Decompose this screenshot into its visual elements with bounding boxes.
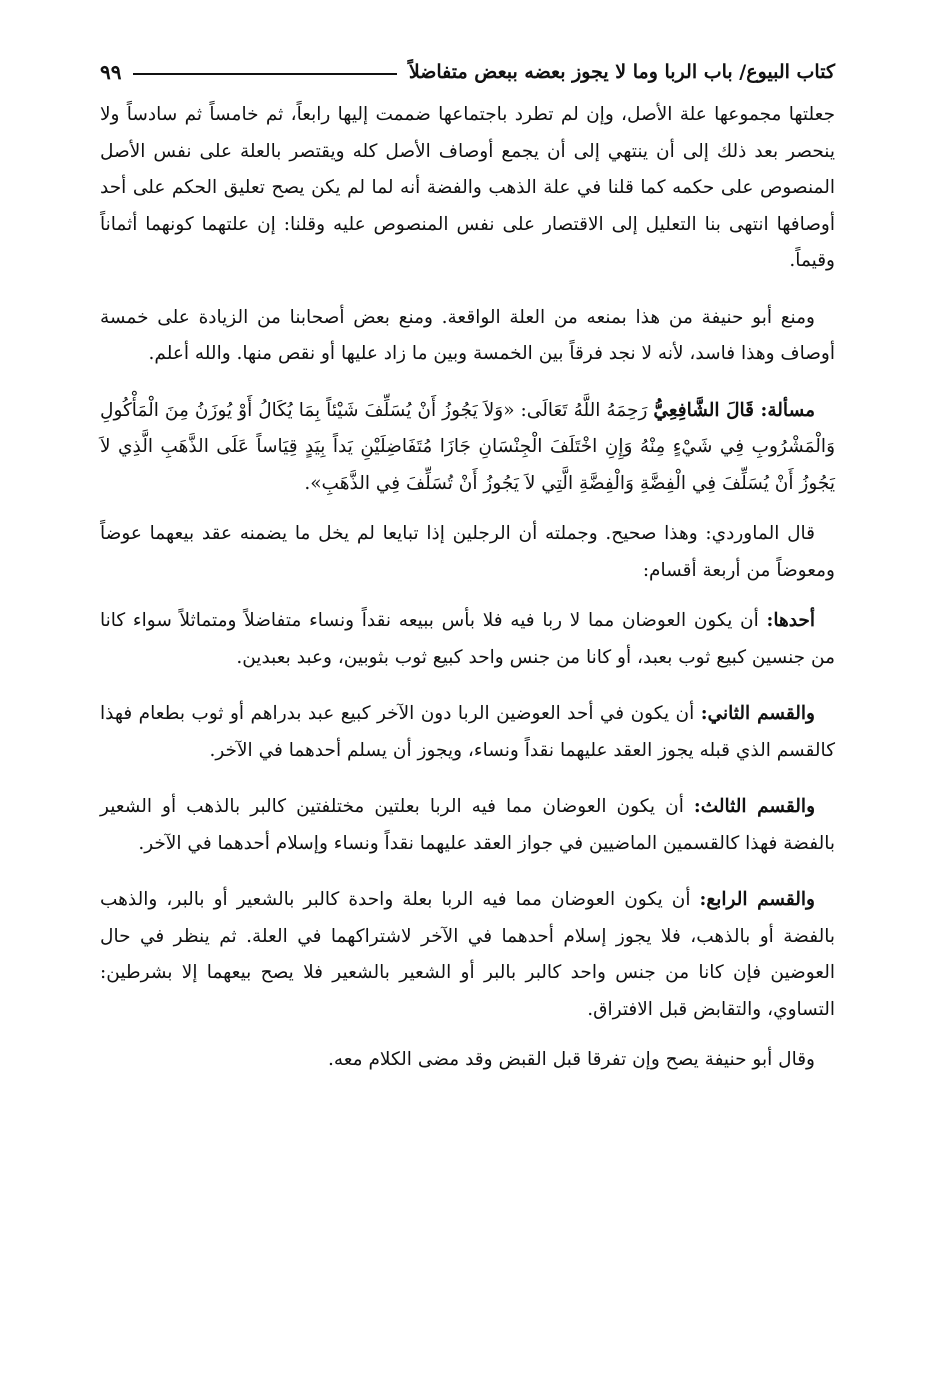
paragraph-section-4: [100, 882, 835, 1028]
paragraph-text: وقال أبو حنيفة يصح وإن تفرقا قبل القبض وقد مضى الكلام معه.: [327, 1049, 815, 1070]
paragraph-lead: والقسم الرابع:: [699, 889, 815, 910]
paragraph-text: أن يكون في أحد العوضين الربا دون الآخر كبيع عبد بدراهم أو ثوب بطعام فهذا كالقسم الذي قبله يجوز العقد عليهما نقداً ونساء، ويجوز أن يسلم أحدهما في الآخر.: [100, 703, 835, 761]
paragraph-text: قال الماوردي: وهذا صحيح. وجملته أن الرجلين إذا تبايعا لم يخل ما يضمنه عقد بيعهما عوضاً ومعوضاً من أربعة أقسام:: [100, 523, 835, 581]
paragraph-text: أن يكون العوضان مما فيه الربا بعلتين مختلفتين كالبر بالذهب أو الشعير بالفضة فهذا كالقسمين الماضيين في جواز العقد عليهما نقداً ونساء وإسلام أحدهما في الآخر.: [100, 796, 835, 854]
header-rule: [133, 73, 396, 75]
paragraph-section-1: [100, 603, 835, 676]
paragraph: [100, 97, 835, 280]
paragraph-lead: أحدها:: [766, 610, 815, 631]
paragraph-section-3: [100, 789, 835, 862]
paragraph-section-2: [100, 696, 835, 769]
running-header: [100, 55, 835, 89]
paragraph-masala: [100, 393, 835, 503]
paragraph: [100, 300, 835, 373]
running-title: كتاب البيوع/ باب الربا وما لا يجوز بعضه ببعض متفاضلاً: [408, 61, 835, 83]
paragraph: [100, 516, 835, 589]
body-text: [100, 97, 835, 1079]
paragraph-text: ومنع أبو حنيفة من هذا بمنعه من العلة الواقعة. ومنع بعض أصحابنا من الزيادة على خمسة أوصاف وهذا فاسد، لأنه لا نجد فرقاً بين الخمسة وبين ما زاد عليها أو نقص منها. والله أعلم.: [100, 306, 835, 364]
paragraph-lead: والقسم الثالث:: [693, 796, 816, 817]
book-page: [100, 55, 835, 1099]
page-number: ٩٩: [100, 60, 122, 84]
paragraph-text: أن يكون العوضان مما فيه الربا بعلة واحدة كالبر بالشعير أو بالبر، والذهب بالفضة أو بالذهب، فلا يجوز إسلام أحدهما في الآخر لاشتراكهما في العلة. ثم ينظر في حال العوضين فإن كانا من جنس واحد كالبر بالبر أو الشعير بالشعير فلا يصح بيعهما إلا بشرطين: التساوي، والتقابض قبل الافتراق.: [100, 889, 835, 1020]
paragraph: [100, 1042, 835, 1079]
paragraph-lead: مسألة: قَالَ الشَّافِعِيُّ: [653, 399, 815, 421]
paragraph-text: أن يكون العوضان مما لا ربا فيه فلا بأس ببيعه نقداً ونساء متفاضلاً ومتماثلاً سواء كانا من جنسين كبيع ثوب بعبد، أو كانا من جنس واحد كبيع ثوب بثوبين، وعبد بعبدين.: [100, 610, 835, 668]
paragraph-lead: والقسم الثاني:: [700, 703, 815, 724]
paragraph-text: رَحِمَهُ اللَّهُ تَعَالَى: «وَلاَ يَجُوزُ أَنْ يُسَلِّفَ شَيْئاً بِمَا يُكَالُ أَوْ يُوزَنُ مِنَ الْمَأْكُولِ وَالْمَشْرُوبِ فِي شَيْءٍ مِنْهُ وَإِنِ اخْتَلَفَ الْجِنْسَانِ جَازَا مُتَفَاضِلَيْنِ يَداً بِيَدٍ قِيَاساً عَلَى الذَّهَبِ الَّذِي لاَ يَجُوزُ أَنْ يُسَلِّفَ فِي الْفِضَّةِ وَالْفِضَّةِ الَّتِي لاَ يَجُوزُ أَنْ تُسَلِّفَ فِي الذَّهَبِ».: [100, 399, 835, 494]
paragraph-text: جعلتها مجموعها علة الأصل، وإن لم تطرد باجتماعها ضممت إليها رابعاً، ثم خامساً ثم سادساً ولا ينحصر بعد ذلك إلى أن ينتهي إلى أن يجمع أوصاف الأصل كله ويقتصر بالعلة على نفس الأصل المنصوص على حكمه كما قلنا في علة الذهب والفضة أنه لما لم يكن يصح تعليق الحكم على أحد أوصافها انتهى بنا التعليل إلى الاقتصار على نفس المنصوص عليه وقلنا: إن علتهما كونهما أثماناً وقيماً.: [100, 104, 835, 271]
